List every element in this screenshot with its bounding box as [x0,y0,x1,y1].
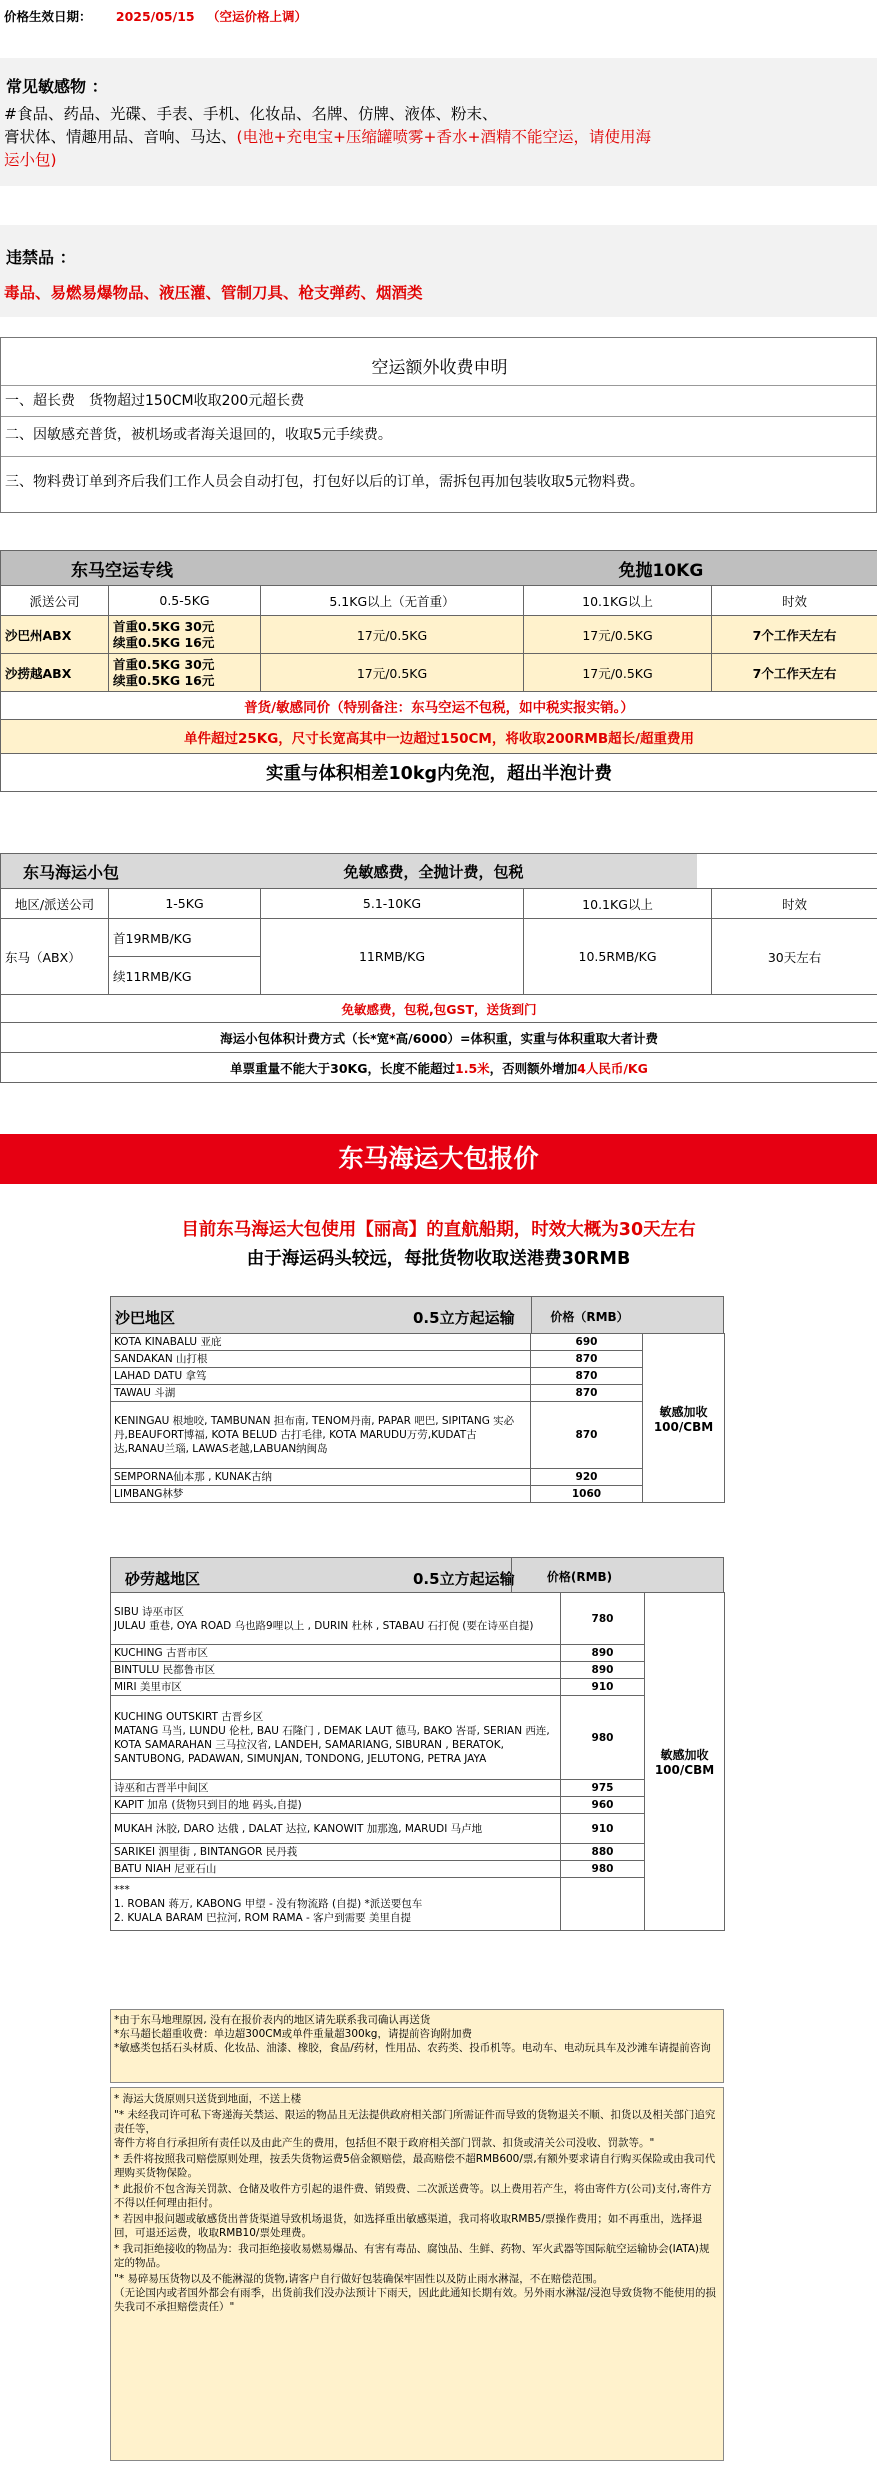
air-row-p2: 17元/0.5KG [261,616,524,654]
sea-row-cont: 续11RMB/KG [109,957,261,995]
sarawak-min: 0.5立方起运输 [413,1570,515,1588]
area-cell: BATU NIAH 尼亚石山 [111,1861,561,1878]
sea-note-2: 海运小包体积计费方式（长*宽*高/6000）=体积重，实重与体积重取大者计费 [1,1023,877,1053]
bulk-banner: 东马海运大包报价 [0,1134,877,1184]
note-7: * 丢件将按照我司赔偿原则处理，按丢失货物运费5倍金额赔偿，最高赔偿不超RMB600/票,有额外要求请自行购买保险或由我司代理购买货物保险。 [114,2153,716,2179]
sensitive-section [0,58,877,186]
air-note-3: 实重与体积相差10kg内免泡，超出半泡计费 [1,754,877,792]
sea-parcel-table [0,853,877,1083]
table-row [111,1679,725,1696]
sea-parcel-tag: 免敏感费，全抛计费，包税 [344,854,698,889]
sabah-min: 0.5立方起运输 [413,1309,515,1327]
table-row [111,1402,725,1469]
table-row [111,1814,725,1844]
price-cell: 980 [561,1861,645,1878]
area-cell: SANDAKAN 山打根 [111,1351,531,1368]
air-row-time: 7个工作天左右 [712,654,877,692]
sea-head-w1: 1-5KG [109,889,261,919]
area-cell: KOTA KINABALU 亚庇 [111,1334,531,1351]
area-cell: MUKAH 沐胶, DARO 达俄 , DALAT 达拉, KANOWIT 加那逸, MARUDI 马卢地 [111,1814,561,1844]
table-row [111,1844,725,1861]
area-cell: KUCHING 古晋市区 [111,1645,561,1662]
area-cell: LAHAD DATU 拿笃 [111,1368,531,1385]
sea-row-p3: 10.5RMB/KG [524,919,712,995]
air-head-time: 时效 [712,586,877,616]
air-row-first-cont: 首重0.5KG 30元 续重0.5KG 16元 [109,654,261,692]
price-cell: 880 [561,1844,645,1861]
air-fee-line-2: 二、因敏感充普货，被机场或者海关退回的，收取5元手续费。 [5,427,392,443]
sabah-region: 沙巴地区 [115,1309,176,1327]
table-row [111,1780,725,1797]
note-5: "* 未经我司许可私下寄递海关禁运、限运的物品且无法提供政府相关部门所需证件而导致的货物退关不顺、扣货以及相关部门追究责任等， [114,2109,716,2135]
area-cell: 诗巫和古晋半中间区 [111,1780,561,1797]
price-cell: 910 [561,1814,645,1844]
table-row [111,1662,725,1679]
note-11: "* 易碎易压货物以及不能淋湿的货物,请客户自行做好包装确保牢固性以及防止雨水淋湿，不在赔偿范围。 [114,2273,604,2285]
area-cell: SIBU 诗巫市区 JULAU 重巷, OYA ROAD 乌也路9哩以上 , DURIN 杜林 , STABAU 石打倪 (要在诗巫自提) [111,1593,561,1645]
sabah-header [110,1296,724,1334]
price-cell: 920 [531,1469,643,1486]
air-row-name: 沙捞越ABX [1,654,109,692]
area-cell: KENINGAU 根地咬, TAMBUNAN 担布南, TENOM丹南, PAPAR 吧巴, SIPITANG 实必丹,BEAUFORT博福, KOTA BELUD 古打毛律, KOTA MARUDU万劳,KUDAT古达,RANAU兰瑙, LAWAS老越,LABUAN纳闽岛 [111,1402,531,1469]
table-row [111,1861,725,1878]
air-row-name: 沙巴州ABX [1,616,109,654]
note-6: 寄件方将自行承担所有责任以及由此产生的费用，包括但不限于政府相关部门罚款、扣货或清关公司没收、罚款等。" [114,2137,655,2149]
note-4: * 海运大货原则只送货到地面，不送上楼 [114,2093,302,2105]
air-fee-line-3: 三、物料费订单到齐后我们工作人员会自动打包，打包好以后的订单，需拆包再加包装收取5元物料费。 [5,474,644,490]
effective-date: 2025/05/15 [115,9,195,24]
area-cell: TAWAU 斗湖 [111,1385,531,1402]
sea-note-3: 单票重量不能大于30KG，长度不能超过1.5米，否则额外增加4人民币/KG [1,1053,877,1083]
price-cell: 780 [561,1593,645,1645]
air-fee-box [0,337,877,513]
bulk-line-1: 目前东马海运大包使用【丽高】的直航船期，时效大概为30天左右 [181,1220,696,1240]
sea-row-time: 30天左右 [712,919,877,995]
sensitive-line-2 [4,125,651,147]
sensitive-line-2-red: (电池+充电宝+压缩罐喷雾+香水+酒精不能空运，请使用海 [236,128,652,146]
sabah-table [110,1333,725,1503]
table-row [111,1486,725,1503]
sea-note-1: 免敏感费，包税,包GST，送货到门 [1,995,877,1023]
air-line-table [0,550,877,792]
notes-box-1 [110,2009,724,2083]
effective-date-label: 价格生效日期： [4,9,92,24]
banned-title: 违禁品 ： [6,248,76,267]
table-row [111,1696,725,1780]
price-cell: 890 [561,1645,645,1662]
price-cell: 980 [561,1696,645,1780]
air-row-p2: 17元/0.5KG [261,654,524,692]
table-row [111,1878,725,1931]
sarawak-table [110,1592,725,1931]
air-head-w3: 10.1KG以上 [524,586,712,616]
table-row [1,616,877,654]
price-cell: 690 [531,1334,643,1351]
bulk-line-2: 由于海运码头较远，每批货物收取送港费30RMB [246,1249,631,1269]
table-row [111,1593,725,1645]
note-12: （无论国内或者国外都会有雨季，出货前我们没办法预计下雨天，因此此通知长期有效。另外雨水淋湿/浸泡导致货物不能使用的损失我司不承担赔偿责任）" [114,2287,717,2313]
note-2: *东马超长超重收费：单边超300CM或单件重量超300kg，请提前咨询附加费 [114,2028,472,2040]
air-head-company: 派送公司 [1,586,109,616]
table-row [111,1334,725,1351]
price-note: （空运价格上调） [206,9,307,24]
air-note-1: 普货/敏感同价（特别备注：东马空运不包税，如中税实报实销。） [1,692,877,720]
air-head-w2: 5.1KG以上（无首重） [261,586,524,616]
note-3: *敏感类包括石头材质、化妆品、油漆、橡胶，食品/药材，性用品、农药类、投币机等。电动车、电动玩具车及沙滩车请提前咨询 [114,2042,711,2054]
area-cell: KAPIT 加帛 (货物只到目的地 码头,自提) [111,1797,561,1814]
sea-row-name: 东马（ABX） [1,919,109,995]
sensitive-surcharge: 敏感加收 100/CBM [645,1593,725,1931]
sensitive-line-3: 运小包) [4,151,57,169]
air-line-tag: 免抛10KG [524,551,877,586]
banned-section [0,225,877,317]
note-9: * 若因申报问题或敏感货出普货渠道导致机场退货，如选择重出敏感渠道，我司将收取RMB5/票操作费用；如不再重出，选择退回，可退还运费，收取RMB10/票处理费。 [114,2213,703,2239]
notes-box-2 [110,2087,724,2461]
note-10: * 我司拒绝接收的物品为：我司拒绝接收易燃易爆品、有害有毒品、腐蚀品、生鲜、药物、军火武器等国际航空运输协会(IATA)规定的物品。 [114,2243,710,2269]
air-line-title: 东马空运专线 [1,551,524,586]
sea-head-w3: 10.1KG以上 [524,889,712,919]
sea-row-first: 首19RMB/KG [109,919,261,957]
table-row [111,1368,725,1385]
air-fee-line-1: 一、超长费 货物超过150CM收取200元超长费 [5,393,305,409]
table-row [111,1797,725,1814]
sea-parcel-title: 东马海运小包 [1,854,524,889]
sea-row-p2: 11RMB/KG [261,919,524,995]
table-row [1,654,877,692]
table-row [111,1385,725,1402]
sensitive-title: 常见敏感物 ： [6,77,108,96]
banned-items: 毒品、易燃易爆物品、液压灌、管制刀具、枪支弹药、烟酒类 [4,284,423,302]
area-cell: SARIKEI 泗里街 , BINTANGOR 民丹莪 [111,1844,561,1861]
price-cell [561,1878,645,1931]
effective-date-row [4,7,307,25]
air-note-2: 单件超过25KG，尺寸长宽高其中一边超过150CM，将收取200RMB超长/超重费用 [1,720,877,754]
note-1: *由于东马地理原因, 没有在报价表内的地区请先联系我司确认再送货 [114,2014,431,2026]
air-head-w1: 0.5-5KG [109,586,261,616]
air-fee-title: 空运额外收费申明 [371,358,508,378]
price-cell: 910 [561,1679,645,1696]
sensitive-line-1: #食品、药品、光碟、手表、手机、化妆品、名牌、仿牌、液体、粉末、 [4,105,498,123]
air-row-p3: 17元/0.5KG [524,616,712,654]
price-cell: 870 [531,1368,643,1385]
area-cell: BINTULU 民都鲁市区 [111,1662,561,1679]
price-cell: 960 [561,1797,645,1814]
sea-head-time: 时效 [712,889,877,919]
area-cell: LIMBANG林梦 [111,1486,531,1503]
area-cell: *** 1. ROBAN 蒋万, KABONG 甲望 - 没有物流路 (自提) *派送要包车 2. KUALA BARAM 巴拉河, ROM RAMA - 客户到需要 美里自提 [111,1878,561,1931]
table-row [111,1351,725,1368]
sarawak-region: 砂劳越地区 [125,1570,201,1588]
sensitive-line-2-black: 膏状体、情趣用品、音响、马达、 [4,128,237,146]
price-cell: 870 [531,1402,643,1469]
price-cell: 870 [531,1351,643,1368]
air-row-time: 7个工作天左右 [712,616,877,654]
table-row [111,1645,725,1662]
price-cell: 1060 [531,1486,643,1503]
sensitive-surcharge: 敏感加收 100/CBM [643,1334,725,1503]
sabah-price-head: 价格（RMB） [550,1310,629,1324]
price-cell: 870 [531,1385,643,1402]
note-8: * 此报价不包含海关罚款、仓储及收件方引起的退件费、销毁费、二次派送费等。以上费用若产生，将由寄件方(公司)支付,寄件方不得以任何理由拒付。 [114,2183,712,2209]
area-cell: MIRI 美里市区 [111,1679,561,1696]
sea-head-w2: 5.1-10KG [261,889,524,919]
price-cell: 975 [561,1780,645,1797]
air-row-first-cont: 首重0.5KG 30元 续重0.5KG 16元 [109,616,261,654]
sarawak-header [110,1557,724,1593]
sarawak-price-head: 价格(RMB) [546,1570,613,1584]
air-row-p3: 17元/0.5KG [524,654,712,692]
sea-head-area: 地区/派送公司 [1,889,109,919]
area-cell: KUCHING OUTSKIRT 古晋乡区 MATANG 马当, LUNDU 伦杜, BAU 石隆门 , DEMAK LAUT 德马, BAKO 峇哥, SERIAN 西连, KOTA SAMARAHAN 三马拉汉省, LANDEH, SAMARIANG, SIBURAN , BERATOK, SANTUBONG, PADAWAN, SIMUNJAN, TONDONG, JELUTONG, PETRA JAYA [111,1696,561,1780]
price-cell: 890 [561,1662,645,1679]
table-row [111,1469,725,1486]
area-cell: SEMPORNA仙本那 , KUNAK古纳 [111,1469,531,1486]
